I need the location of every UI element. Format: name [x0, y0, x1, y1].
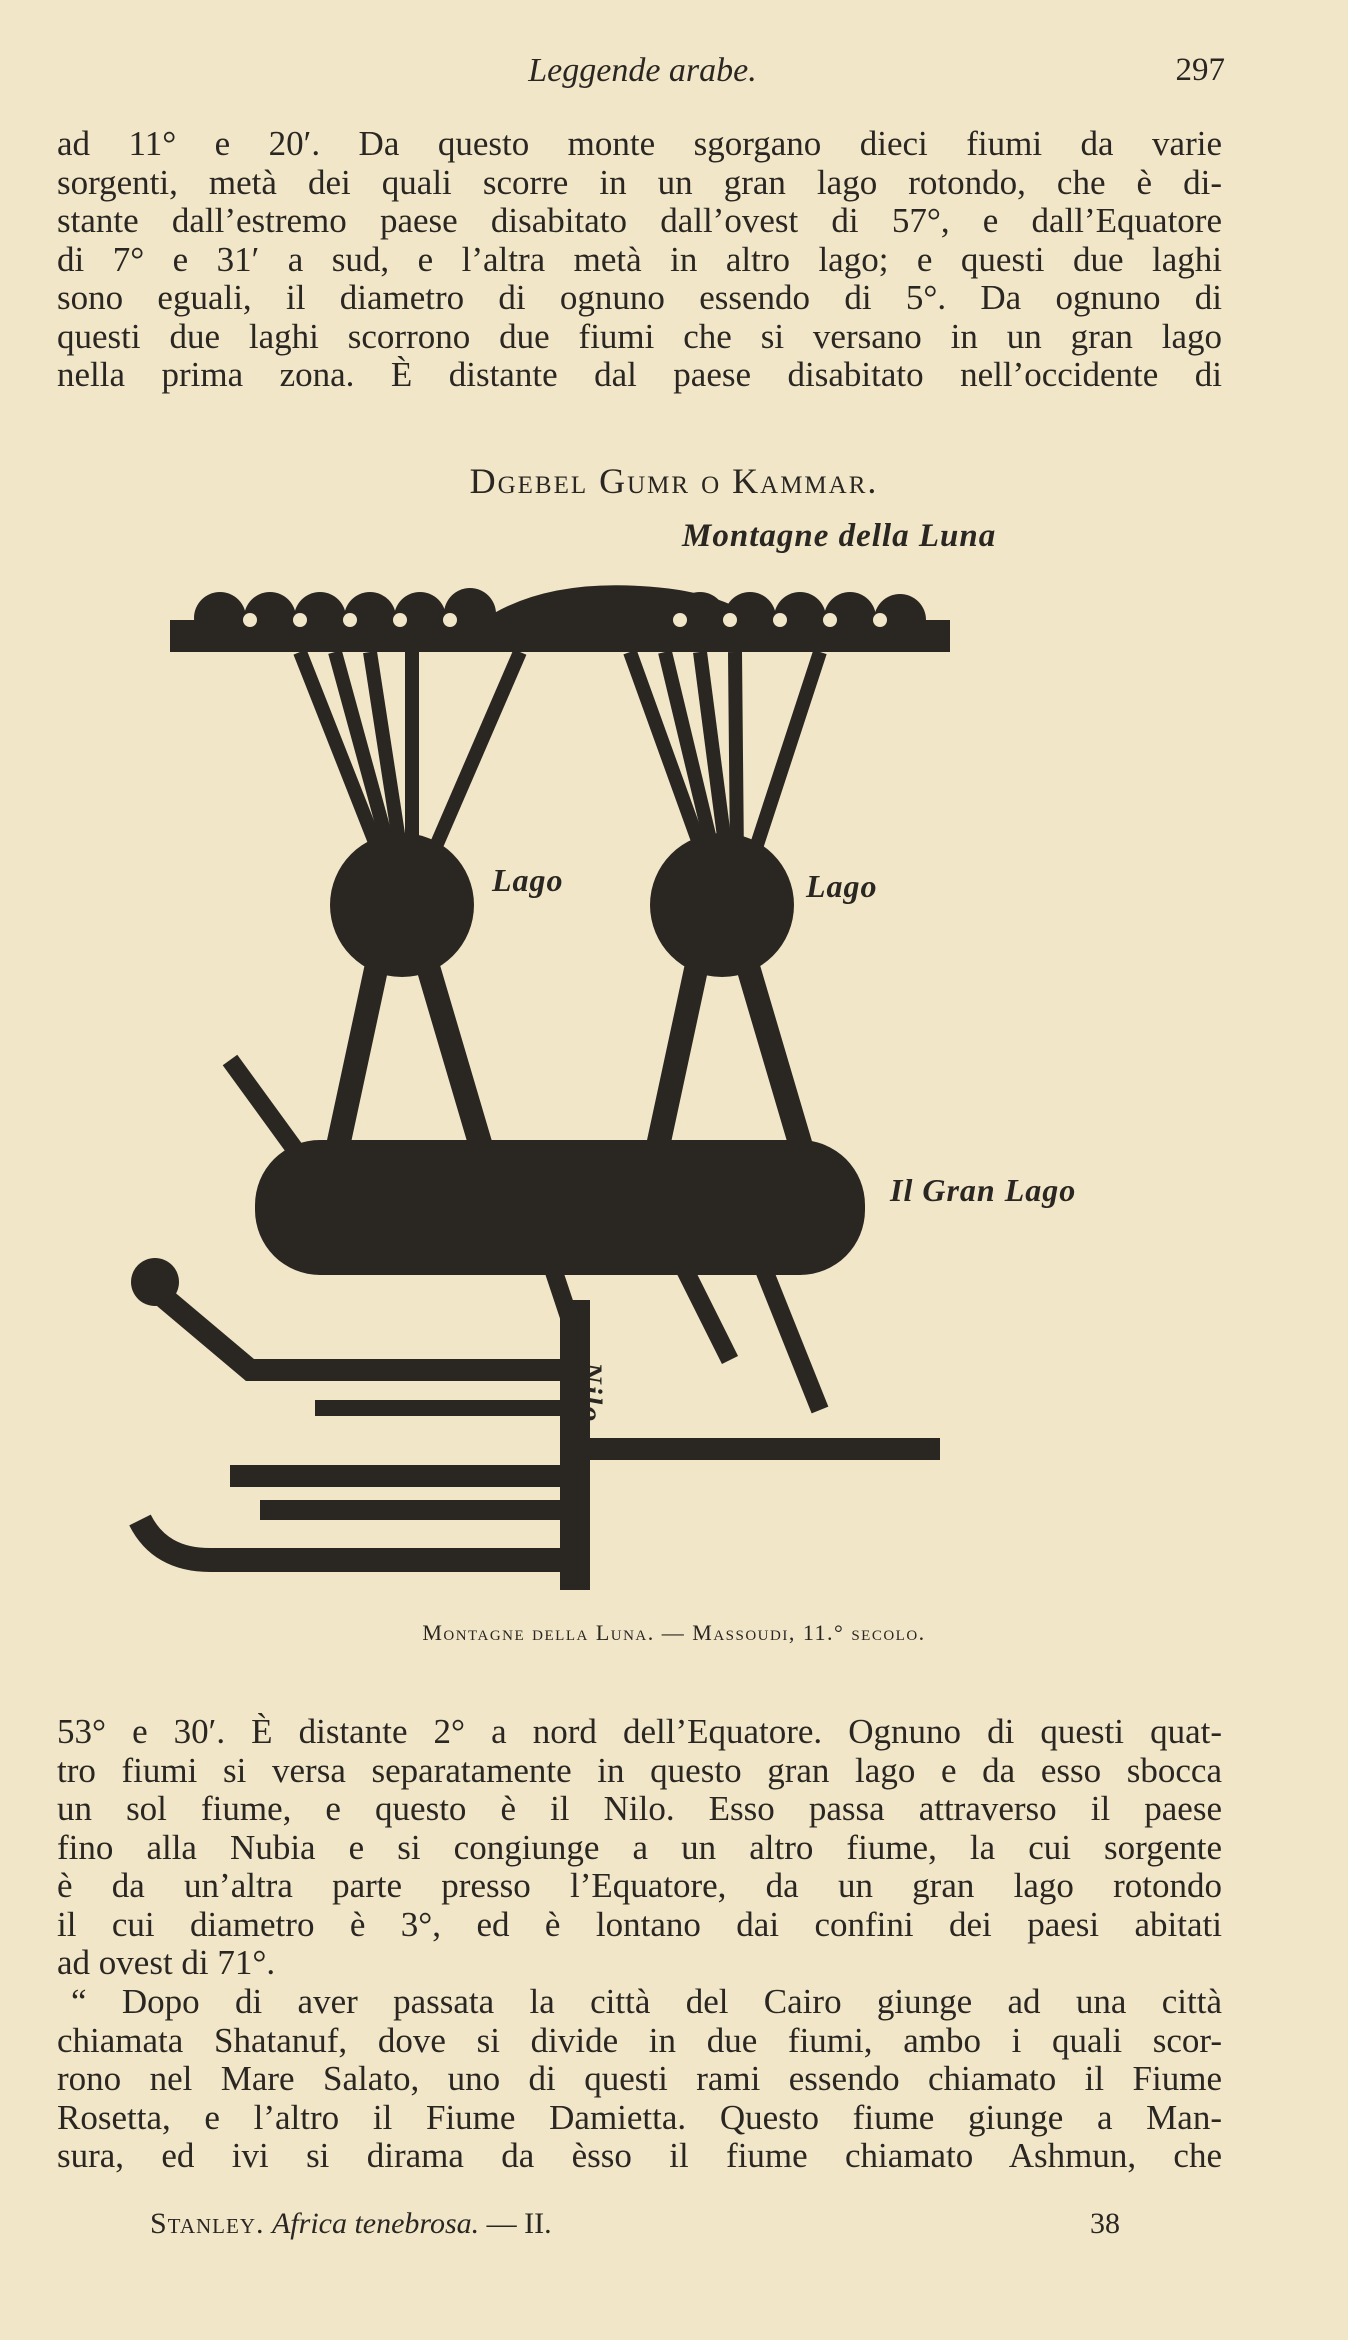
- footer-signature: 38: [1090, 2207, 1120, 2240]
- text-line: “ Dopo di aver passata la città del Cairo giunge ad una città: [71, 1982, 1222, 2021]
- text-line: Rosetta, e l’altro il Fiume Damietta. Questo fiume giunge a Man-: [57, 2097, 1222, 2137]
- figure-subtitle: Montagne della Luna: [682, 518, 997, 554]
- text-line: 53° e 30′. È distante 2° a nord dell’Equatore. Ognuno di questi quat-: [57, 1712, 1222, 1751]
- page-number: 297: [1175, 52, 1225, 88]
- text-line: sura, ed ivi si dirama da èsso il fiume chiamato Ashmun, che: [57, 2136, 1222, 2175]
- page-footer: [150, 2207, 1120, 2247]
- text-line: fino alla Nubia e si congiunge a un altro fiume, la cui sorgente: [57, 1827, 1222, 1867]
- great-lake-label: Il Gran Lago: [890, 1172, 1077, 1208]
- text-line: un sol fiume, e questo è il Nilo. Esso passa attraverso il paese: [57, 1789, 1222, 1828]
- text-line: questi due laghi scorrono due fiumi che si versano in un gran lago: [57, 316, 1222, 356]
- lake-left-label: Lago: [492, 862, 564, 898]
- map-drawing: [120, 560, 1230, 1600]
- text-line: rono nel Mare Salato, uno di questi rami essendo chiamato il Fiume: [57, 2059, 1222, 2098]
- text-line: sono eguali, il diametro di ognuno essendo di 5°. Da ognuno di: [57, 278, 1222, 317]
- text-line: chiamata Shatanuf, dove si divide in due fiumi, ambo i quali scor-: [57, 2020, 1222, 2060]
- nile-sources-map: [120, 560, 1230, 1600]
- nile-label: Nilo: [575, 1362, 608, 1424]
- paragraph-top: [57, 125, 1222, 395]
- figure-title: Dgebel Gumr o Kammar.: [469, 461, 879, 501]
- lake-right-label: Lago: [806, 868, 878, 904]
- text-line: nella prima zona. È distante dal paese disabitato nell’occidente di: [57, 355, 1222, 394]
- text-line: il cui diametro è 3°, ed è lontano dai confini dei paesi abitati: [57, 1904, 1222, 1944]
- running-head: [60, 52, 1225, 92]
- text-line: ad ovest di 71°.: [57, 1943, 276, 1982]
- footer-book-title: Africa tenebrosa.: [271, 2207, 480, 2240]
- running-title: Leggende arabe.: [528, 52, 757, 89]
- figure-caption: Montagne della Luna. — Massoudi, 11.° secolo.: [422, 1620, 926, 1645]
- footer-volume: — II.: [486, 2207, 552, 2240]
- text-line: stante dall’estremo paese disabitato dall’ovest di 57°, e dall’Equatore: [57, 201, 1222, 240]
- paragraph-quote: [57, 1983, 1222, 2176]
- text-line: di 7° e 31′ a sud, e l’altra metà in altro lago; e questi due laghi: [57, 239, 1222, 279]
- text-line: è da un’altra parte presso l’Equatore, da un gran lago rotondo: [57, 1866, 1222, 1905]
- footer-author: Stanley.: [150, 2207, 265, 2240]
- text-line: sorgenti, metà dei quali scorre in un gran lago rotondo, che è di-: [57, 162, 1222, 202]
- paragraph-bottom: [57, 1713, 1222, 1983]
- text-line: ad 11° e 20′. Da questo monte sgorgano dieci fiumi da varie: [57, 124, 1222, 163]
- text-line: tro fiumi si versa separatamente in questo gran lago e da esso sbocca: [57, 1750, 1222, 1790]
